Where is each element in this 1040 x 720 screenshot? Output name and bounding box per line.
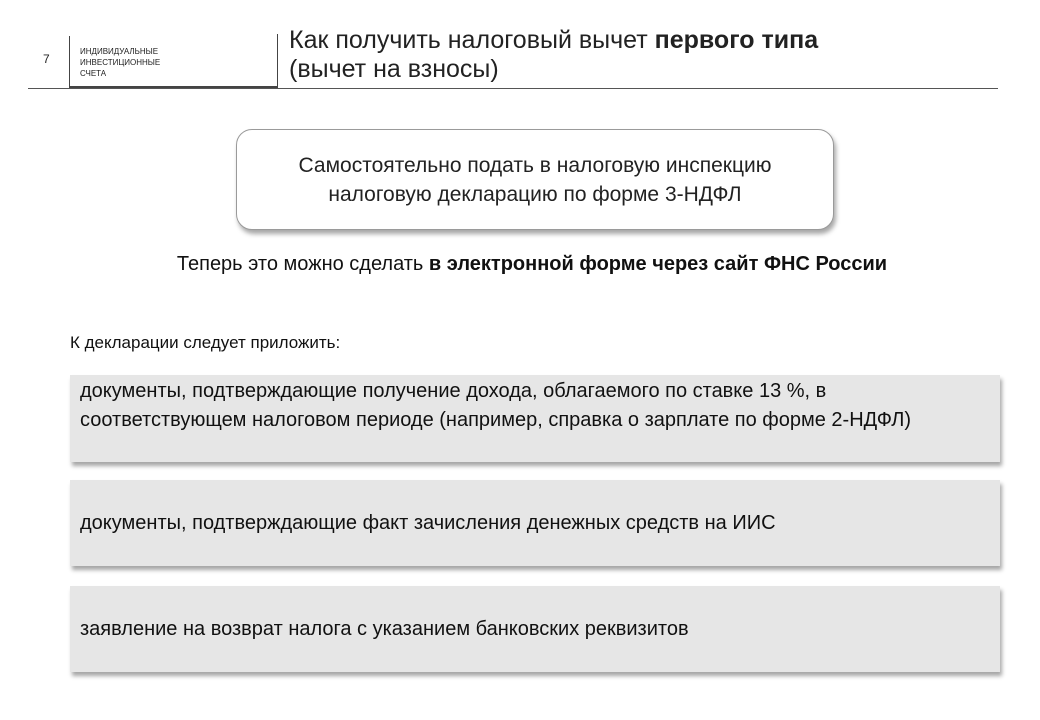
page-title [289, 26, 979, 84]
attachments-heading: К декларации следует приложить: [70, 333, 341, 352]
title-bold: первого типа [654, 26, 819, 54]
attachment-text: документы, подтверждающие факт зачисления денежных средств на ИИС [80, 511, 776, 534]
attachment-item-refund-application [70, 586, 1000, 672]
attachment-item-income-docs [70, 375, 1000, 462]
electronic-filing-note [0, 253, 1040, 276]
attachment-text: заявление на возврат налога с указанием банковских реквизитов [80, 617, 689, 640]
callout-line: налоговую декларацию по форме 3-НДФЛ [328, 182, 742, 206]
brand-line: СЧЕТА [80, 69, 107, 78]
brand-line: ИНВЕСТИЦИОННЫЕ [80, 58, 161, 67]
brand-label [80, 46, 200, 79]
attachment-text: документы, подтверждающие получение дохода, облагаемого по ставке 13 %, в соответствующем налоговом периоде (например, справка о зарплате по форме 2-НДФЛ) [80, 380, 912, 431]
header-rule [28, 88, 998, 89]
page-number: 7 [43, 52, 50, 66]
electronic-normal: Теперь это можно сделать [176, 253, 429, 275]
title-normal: Как получить налоговый вычет [289, 26, 655, 54]
declaration-callout [236, 129, 834, 230]
title-line2: (вычет на взносы) [289, 55, 499, 83]
callout-line: Самостоятельно подать в налоговую инспекцию [298, 153, 772, 177]
attachment-item-iis-docs [70, 480, 1000, 566]
electronic-bold: в электронной форме через сайт ФНС России [428, 253, 888, 275]
brand-line: ИНДИВИДУАЛЬНЫЕ [80, 47, 159, 56]
title-divider [277, 34, 278, 89]
